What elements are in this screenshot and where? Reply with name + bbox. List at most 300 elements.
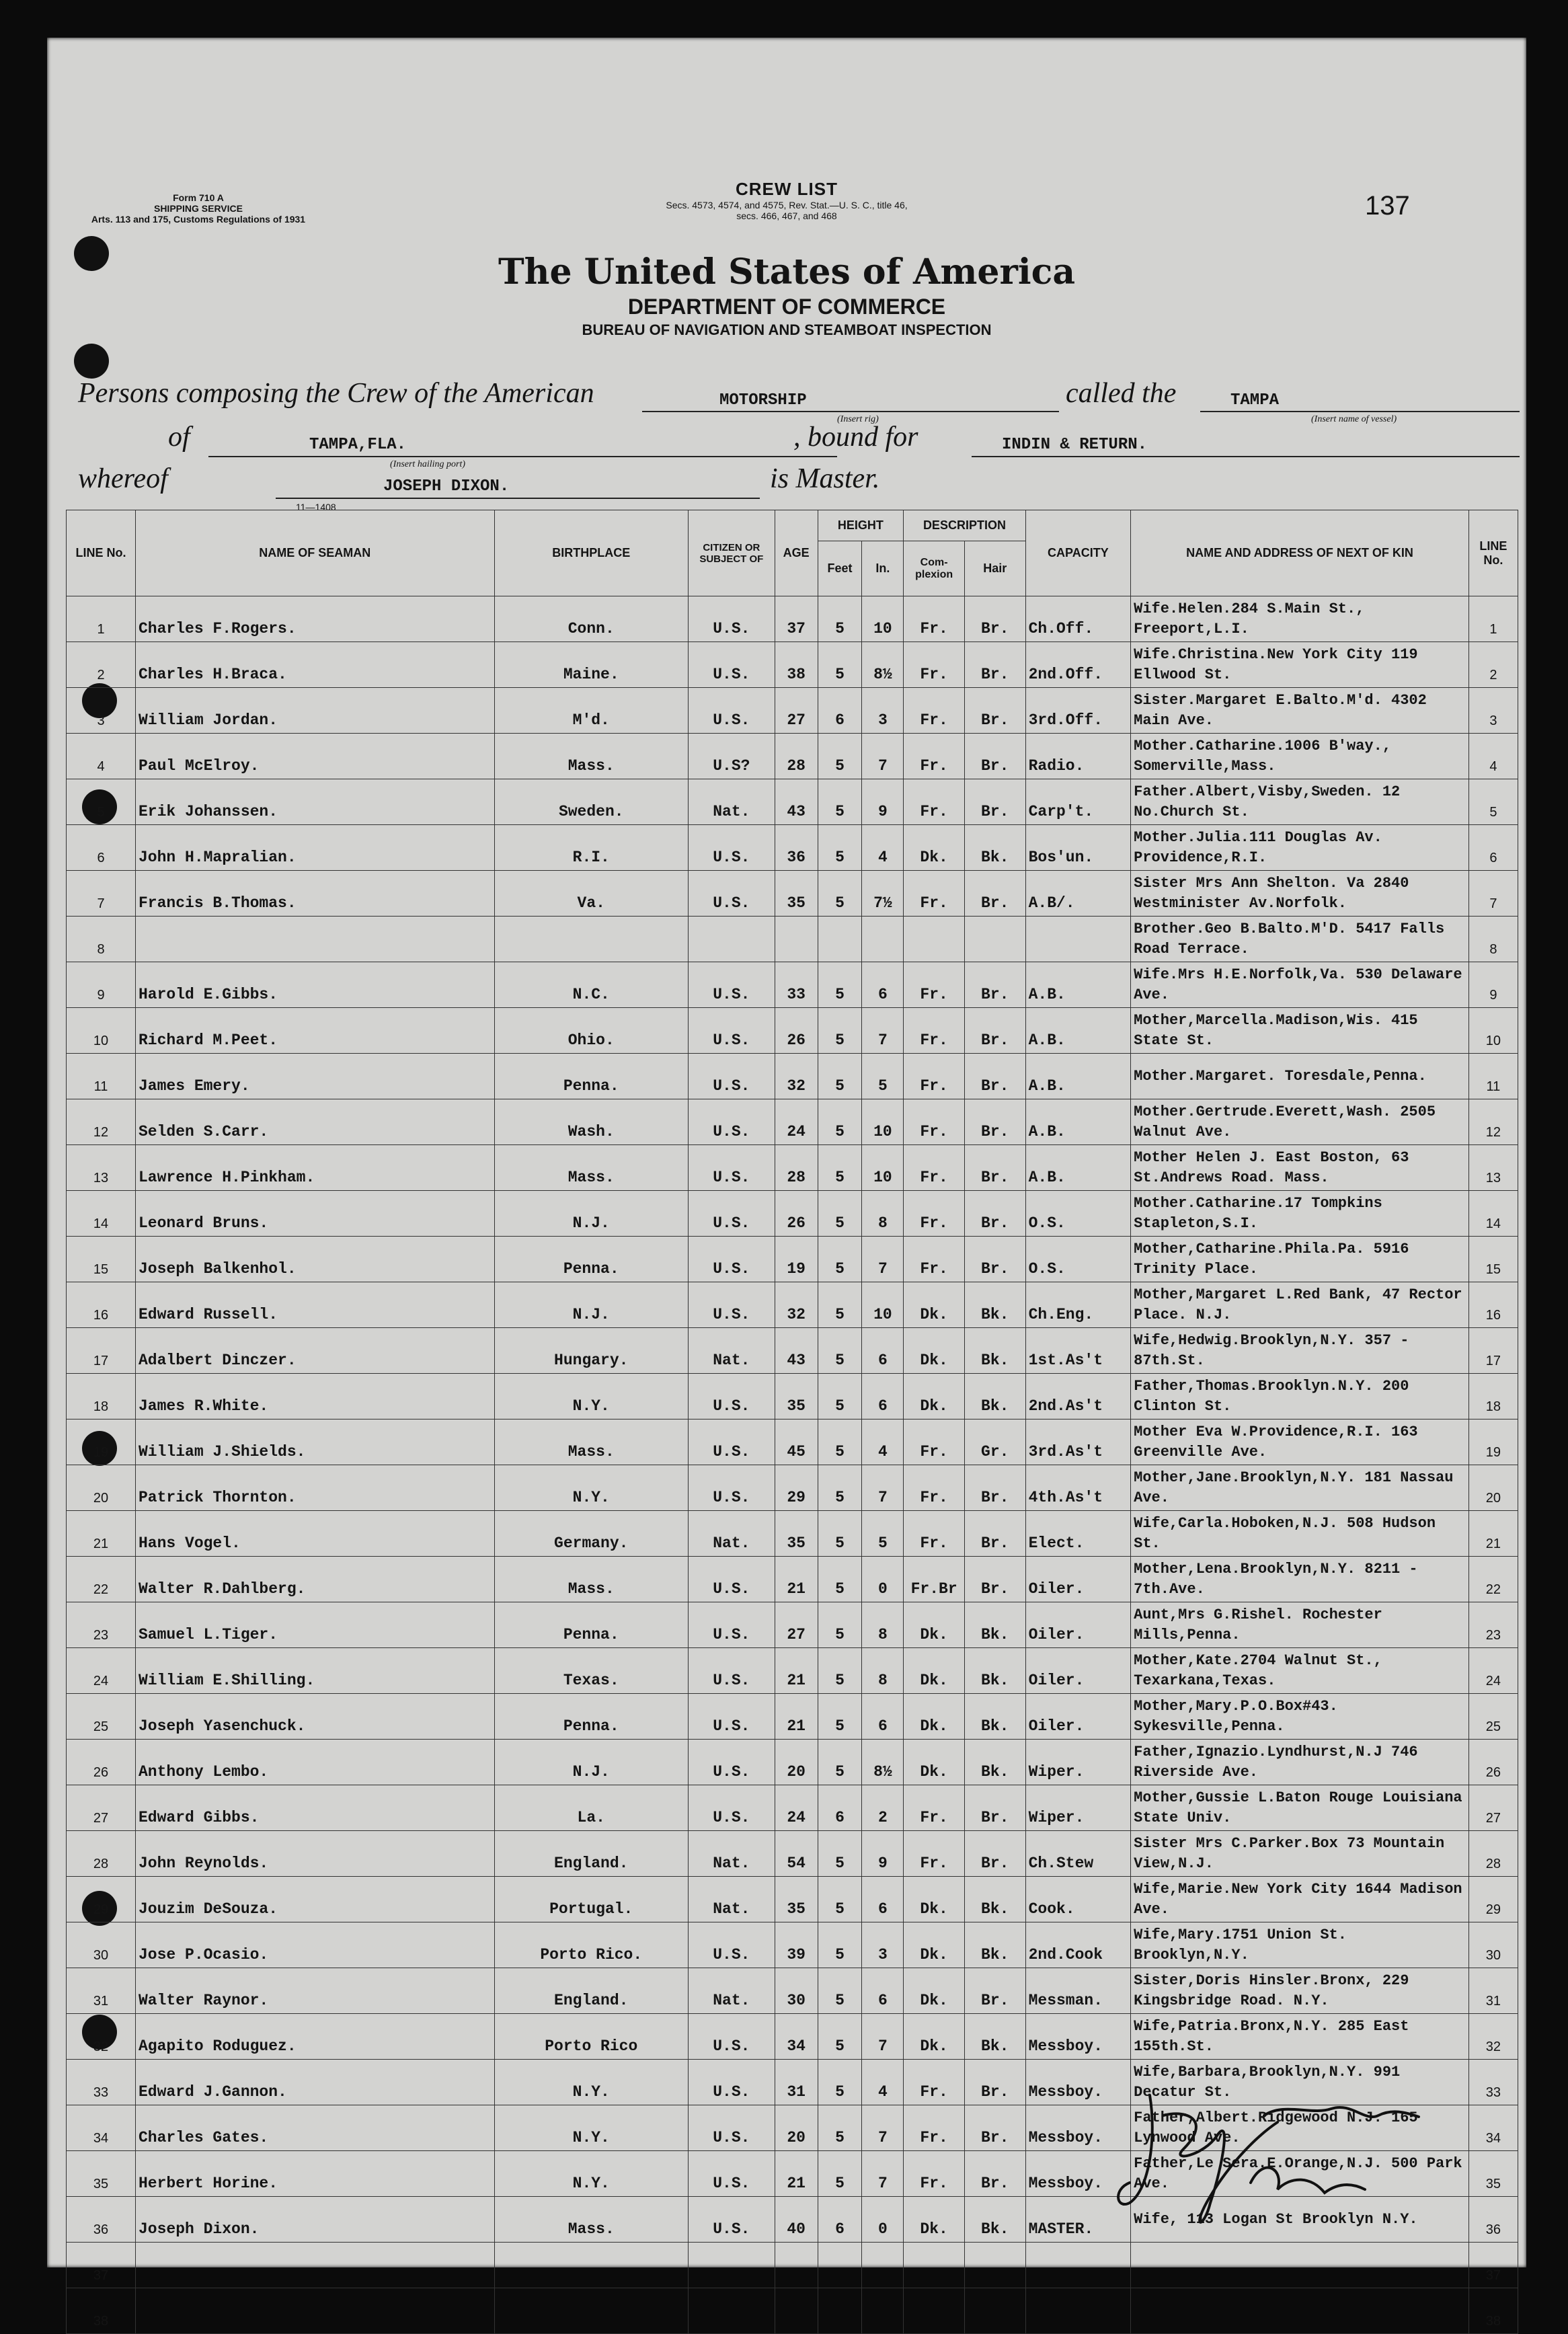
crew-line-number: 2 <box>67 642 136 688</box>
table-row <box>67 1740 1518 1785</box>
height-feet: 5 <box>818 871 862 917</box>
height-inches: 10 <box>862 1099 904 1145</box>
height-feet: 5 <box>818 1694 862 1740</box>
crew-line-number-right: 5 <box>1468 779 1518 825</box>
crew-line-number-right: 32 <box>1468 2014 1518 2060</box>
rig-value: MOTORSHIP <box>719 391 807 410</box>
crew-line-number: 1 <box>67 596 136 642</box>
complexion: Fr. <box>904 962 965 1008</box>
col-inches: In. <box>862 541 904 596</box>
citizenship: U.S. <box>688 1099 775 1145</box>
seaman-name: Patrick Thornton. <box>136 1465 495 1511</box>
table-row <box>67 1419 1518 1465</box>
height-inches: 6 <box>862 1374 904 1419</box>
crew-line-number-right: 2 <box>1468 642 1518 688</box>
hair: Br. <box>964 1831 1025 1877</box>
birthplace: Conn. <box>494 596 688 642</box>
port-value: TAMPA,FLA. <box>309 436 407 454</box>
next-of-kin: Wife,Carla.Hoboken,N.J. 508 Hudson St. <box>1131 1511 1469 1557</box>
age: 35 <box>775 1511 818 1557</box>
crew-line-number: 4 <box>67 734 136 779</box>
col-hair: Hair <box>964 541 1025 596</box>
seaman-name: William E.Shilling. <box>136 1648 495 1694</box>
height-inches: 7 <box>862 1008 904 1054</box>
master-signature <box>1109 2075 1486 2250</box>
table-row <box>67 734 1518 779</box>
hair: Bk. <box>964 2197 1025 2243</box>
height-feet: 5 <box>818 1877 862 1922</box>
next-of-kin: Sister Mrs Ann Shelton. Va 2840 Westminister Av.Norfolk. <box>1131 871 1469 917</box>
col-description: DESCRIPTION <box>904 510 1025 541</box>
birthplace: Sweden. <box>494 779 688 825</box>
complexion: Dk. <box>904 1922 965 1968</box>
capacity: Messboy. <box>1025 2060 1131 2105</box>
height-feet: 5 <box>818 734 862 779</box>
seaman-name <box>136 2288 495 2334</box>
hair: Gr. <box>964 1419 1025 1465</box>
seaman-name: Harold E.Gibbs. <box>136 962 495 1008</box>
next-of-kin: Mother,Catharine.Phila.Pa. 5916 Trinity Place. <box>1131 1237 1469 1282</box>
height-feet: 5 <box>818 1831 862 1877</box>
crew-line-number-right: 8 <box>1468 917 1518 962</box>
hair: Br. <box>964 642 1025 688</box>
crew-line-number: 33 <box>67 2060 136 2105</box>
next-of-kin: Brother.Geo B.Balto.M'D. 5417 Falls Road Terrace. <box>1131 917 1469 962</box>
height-inches: 6 <box>862 1328 904 1374</box>
print-code: 11—1408 <box>296 502 336 512</box>
capacity: A.B. <box>1025 962 1131 1008</box>
next-of-kin: Father.Albert,Visby,Sweden. 12 No.Church St. <box>1131 779 1469 825</box>
complexion: Fr.Br <box>904 1557 965 1602</box>
height-feet: 5 <box>818 596 862 642</box>
table-row <box>67 917 1518 962</box>
capacity: 2nd.Off. <box>1025 642 1131 688</box>
vessel-hint: (Insert name of vessel) <box>1311 414 1397 424</box>
hair: Br. <box>964 2151 1025 2197</box>
table-row <box>67 596 1518 642</box>
height-feet <box>818 2288 862 2334</box>
next-of-kin: Mother,Gussie L.Baton Rouge Louisiana State Univ. <box>1131 1785 1469 1831</box>
crew-line-number-right: 15 <box>1468 1237 1518 1282</box>
next-of-kin: Mother,Kate.2704 Walnut St., Texarkana,Texas. <box>1131 1648 1469 1694</box>
height-inches: 3 <box>862 688 904 734</box>
citizenship: U.S. <box>688 962 775 1008</box>
capacity: Bos'un. <box>1025 825 1131 871</box>
seaman-name <box>136 917 495 962</box>
seaman-name: Walter R.Dahlberg. <box>136 1557 495 1602</box>
crew-line-number-right: 26 <box>1468 1740 1518 1785</box>
height-inches <box>862 917 904 962</box>
bureau-heading: BUREAU OF NAVIGATION AND STEAMBOAT INSPECTION <box>582 321 992 338</box>
age: 38 <box>775 642 818 688</box>
next-of-kin: Father,Ignazio.Lyndhurst,N.J 746 Riverside Ave. <box>1131 1740 1469 1785</box>
citizenship: U.S. <box>688 688 775 734</box>
age: 27 <box>775 688 818 734</box>
port-hint: (Insert hailing port) <box>390 459 465 469</box>
complexion: Fr. <box>904 1054 965 1099</box>
age: 35 <box>775 1374 818 1419</box>
crew-table <box>66 510 1518 2334</box>
crew-line-number-right: 37 <box>1468 2243 1518 2288</box>
crew-list-title: CREW LIST <box>736 179 838 199</box>
crew-line-number: 24 <box>67 1648 136 1694</box>
capacity: Wiper. <box>1025 1785 1131 1831</box>
height-inches: 8½ <box>862 642 904 688</box>
citizenship: U.S. <box>688 2014 775 2060</box>
next-of-kin: Wife, 113 Logan St Brooklyn N.Y. <box>1131 2197 1469 2243</box>
height-feet: 5 <box>818 1511 862 1557</box>
page-number: 137 <box>1365 191 1410 221</box>
next-of-kin: Wife,Mary.1751 Union St. Brooklyn,N.Y. <box>1131 1922 1469 1968</box>
capacity: O.S. <box>1025 1237 1131 1282</box>
age: 32 <box>775 1282 818 1328</box>
complexion: Fr. <box>904 642 965 688</box>
crew-line-number: 6 <box>67 825 136 871</box>
capacity: MASTER. <box>1025 2197 1131 2243</box>
birthplace: Texas. <box>494 1648 688 1694</box>
seaman-name: Joseph Balkenhol. <box>136 1237 495 1282</box>
crew-line-number: 12 <box>67 1099 136 1145</box>
statutes-line-1: Secs. 4573, 4574, and 4575, Rev. Stat.—U. S. C., title 46, <box>666 200 908 210</box>
age: 39 <box>775 1922 818 1968</box>
crew-line-number-right: 21 <box>1468 1511 1518 1557</box>
birthplace: Portugal. <box>494 1877 688 1922</box>
citizenship: Nat. <box>688 1877 775 1922</box>
crew-line-number: 30 <box>67 1922 136 1968</box>
table-row <box>67 1282 1518 1328</box>
vessel-field <box>1200 411 1520 412</box>
header-line1-mid: called the <box>1066 378 1177 409</box>
birthplace: Mass. <box>494 2197 688 2243</box>
hair: Bk. <box>964 1374 1025 1419</box>
crew-line-number: 35 <box>67 2151 136 2197</box>
next-of-kin: Mother Helen J. East Boston, 63 St.Andrews Road. Mass. <box>1131 1145 1469 1191</box>
crew-line-number: 36 <box>67 2197 136 2243</box>
citizenship: U.S. <box>688 2060 775 2105</box>
crew-line-number-right: 9 <box>1468 962 1518 1008</box>
height-inches: 0 <box>862 1557 904 1602</box>
seaman-name: Agapito Roduguez. <box>136 2014 495 2060</box>
birthplace: Hungary. <box>494 1328 688 1374</box>
complexion: Dk. <box>904 2014 965 2060</box>
birthplace: Penna. <box>494 1054 688 1099</box>
height-inches: 6 <box>862 1877 904 1922</box>
crew-line-number: 26 <box>67 1740 136 1785</box>
hair: Br. <box>964 1191 1025 1237</box>
crew-line-number-right: 23 <box>1468 1602 1518 1648</box>
hair: Br. <box>964 1008 1025 1054</box>
crew-line-number: 20 <box>67 1465 136 1511</box>
table-row <box>67 1785 1518 1831</box>
birthplace: Mass. <box>494 734 688 779</box>
complexion: Fr. <box>904 2060 965 2105</box>
citizenship: U.S. <box>688 1465 775 1511</box>
col-name: NAME OF SEAMAN <box>136 510 495 596</box>
seaman-name: Joseph Dixon. <box>136 2197 495 2243</box>
complexion: Fr. <box>904 1237 965 1282</box>
crew-line-number-right: 33 <box>1468 2060 1518 2105</box>
crew-line-number-right: 20 <box>1468 1465 1518 1511</box>
complexion: Fr. <box>904 1191 965 1237</box>
capacity: A.B. <box>1025 1008 1131 1054</box>
birthplace: England. <box>494 1968 688 2014</box>
age: 34 <box>775 2014 818 2060</box>
table-row <box>67 1557 1518 1602</box>
complexion: Dk. <box>904 1374 965 1419</box>
hair <box>964 917 1025 962</box>
crew-line-number: 13 <box>67 1145 136 1191</box>
height-feet: 5 <box>818 1557 862 1602</box>
height-feet: 6 <box>818 1785 862 1831</box>
complexion: Fr. <box>904 2105 965 2151</box>
complexion: Fr. <box>904 2151 965 2197</box>
capacity: Elect. <box>1025 1511 1131 1557</box>
seaman-name: John Reynolds. <box>136 1831 495 1877</box>
crew-line-number: 17 <box>67 1328 136 1374</box>
complexion: Dk. <box>904 1328 965 1374</box>
table-row <box>67 962 1518 1008</box>
height-feet <box>818 917 862 962</box>
age: 20 <box>775 1740 818 1785</box>
crew-line-number-right: 14 <box>1468 1191 1518 1237</box>
form-service: SHIPPING SERVICE <box>153 203 243 214</box>
hair: Br. <box>964 1968 1025 2014</box>
complexion: Fr. <box>904 779 965 825</box>
birthplace: N.J. <box>494 1282 688 1328</box>
hair: Br. <box>964 1237 1025 1282</box>
seaman-name: John H.Mapralian. <box>136 825 495 871</box>
age: 33 <box>775 962 818 1008</box>
height-feet: 5 <box>818 642 862 688</box>
capacity: Messboy. <box>1025 2151 1131 2197</box>
crew-line-number: 23 <box>67 1602 136 1648</box>
hair: Br. <box>964 1099 1025 1145</box>
age: 31 <box>775 2060 818 2105</box>
crew-line-number-right: 13 <box>1468 1145 1518 1191</box>
height-feet: 5 <box>818 1282 862 1328</box>
crew-line-number-right: 11 <box>1468 1054 1518 1099</box>
seaman-name: William Jordan. <box>136 688 495 734</box>
table-row <box>67 779 1518 825</box>
seaman-name <box>136 2243 495 2288</box>
hair: Br. <box>964 596 1025 642</box>
next-of-kin: Mother,Marcella.Madison,Wis. 415 State St. <box>1131 1008 1469 1054</box>
crew-line-number: 3 <box>67 688 136 734</box>
next-of-kin <box>1131 2288 1469 2334</box>
seaman-name: Adalbert Dinczer. <box>136 1328 495 1374</box>
next-of-kin: Mother.Margaret. Toresdale,Penna. <box>1131 1054 1469 1099</box>
hair: Bk. <box>964 1648 1025 1694</box>
birthplace: Penna. <box>494 1694 688 1740</box>
age <box>775 917 818 962</box>
crew-line-number: 21 <box>67 1511 136 1557</box>
age: 37 <box>775 596 818 642</box>
height-feet: 6 <box>818 2197 862 2243</box>
seaman-name: Paul McElroy. <box>136 734 495 779</box>
capacity: 3rd.Off. <box>1025 688 1131 734</box>
seaman-name: Joseph Yasenchuck. <box>136 1694 495 1740</box>
height-inches: 7 <box>862 2151 904 2197</box>
age: 26 <box>775 1191 818 1237</box>
complexion: Fr. <box>904 871 965 917</box>
citizenship: U.S. <box>688 1740 775 1785</box>
citizenship: U.S. <box>688 1191 775 1237</box>
citizenship: Nat. <box>688 779 775 825</box>
citizenship: U.S. <box>688 2197 775 2243</box>
citizenship: U.S. <box>688 2151 775 2197</box>
capacity: Cook. <box>1025 1877 1131 1922</box>
age: 30 <box>775 1968 818 2014</box>
rig-hint: (Insert rig) <box>837 414 879 424</box>
height-inches: 8 <box>862 1602 904 1648</box>
capacity: A.B/. <box>1025 871 1131 917</box>
capacity: 3rd.As't <box>1025 1419 1131 1465</box>
destination-value: INDIN & RETURN. <box>1002 436 1148 454</box>
table-row <box>67 642 1518 688</box>
crew-line-number: 9 <box>67 962 136 1008</box>
height-feet: 5 <box>818 1968 862 2014</box>
capacity: Ch.Off. <box>1025 596 1131 642</box>
col-line-no-right: LINE No. <box>1468 510 1518 596</box>
height-feet: 5 <box>818 779 862 825</box>
crew-line-number-right: 34 <box>1468 2105 1518 2151</box>
capacity: O.S. <box>1025 1191 1131 1237</box>
seaman-name: Edward Gibbs. <box>136 1785 495 1831</box>
hair: Br. <box>964 1145 1025 1191</box>
master-value: JOSEPH DIXON. <box>383 477 510 496</box>
col-capacity: CAPACITY <box>1025 510 1131 596</box>
capacity: 2nd.As't <box>1025 1374 1131 1419</box>
hair: Bk. <box>964 2014 1025 2060</box>
age: 36 <box>775 825 818 871</box>
citizenship: U.S. <box>688 1145 775 1191</box>
height-feet: 5 <box>818 1465 862 1511</box>
crew-line-number: 29 <box>67 1877 136 1922</box>
height-inches: 9 <box>862 1831 904 1877</box>
height-feet: 5 <box>818 825 862 871</box>
complexion: Dk. <box>904 825 965 871</box>
crew-line-number-right: 28 <box>1468 1831 1518 1877</box>
complexion: Dk. <box>904 1648 965 1694</box>
citizenship: U.S. <box>688 1785 775 1831</box>
crew-line-number: 18 <box>67 1374 136 1419</box>
header-line1-prefix: Persons composing the Crew of the American <box>78 378 594 409</box>
age: 32 <box>775 1054 818 1099</box>
crew-line-number-right: 27 <box>1468 1785 1518 1831</box>
height-inches: 3 <box>862 1922 904 1968</box>
crew-line-number: 14 <box>67 1191 136 1237</box>
birthplace: M'd. <box>494 688 688 734</box>
complexion <box>904 2243 965 2288</box>
complexion: Fr. <box>904 734 965 779</box>
header-line3-prefix: whereof <box>78 463 168 494</box>
crew-line-number: 34 <box>67 2105 136 2151</box>
citizenship: U.S. <box>688 1557 775 1602</box>
capacity: Messboy. <box>1025 2105 1131 2151</box>
age: 28 <box>775 734 818 779</box>
birthplace: Penna. <box>494 1237 688 1282</box>
crew-line-number: 38 <box>67 2288 136 2334</box>
form-articles: Arts. 113 and 175, Customs Regulations of 1931 <box>91 214 306 225</box>
col-birthplace: BIRTHPLACE <box>494 510 688 596</box>
seaman-name: Hans Vogel. <box>136 1511 495 1557</box>
hair: Bk. <box>964 1877 1025 1922</box>
height-feet <box>818 2243 862 2288</box>
table-row <box>67 1465 1518 1511</box>
capacity: Wiper. <box>1025 1740 1131 1785</box>
title-block <box>572 179 1002 221</box>
height-feet: 5 <box>818 1648 862 1694</box>
capacity: Oiler. <box>1025 1694 1131 1740</box>
citizenship: U.S. <box>688 1374 775 1419</box>
height-inches <box>862 2243 904 2288</box>
crew-line-number-right: 36 <box>1468 2197 1518 2243</box>
height-feet: 5 <box>818 2151 862 2197</box>
table-row <box>67 1602 1518 1648</box>
citizenship: U.S. <box>688 1922 775 1968</box>
master-field <box>276 498 760 499</box>
col-age: AGE <box>775 510 818 596</box>
height-inches: 4 <box>862 1419 904 1465</box>
vessel-value: TAMPA <box>1230 391 1280 410</box>
birthplace: Mass. <box>494 1145 688 1191</box>
height-inches: 8 <box>862 1191 904 1237</box>
crew-line-number: 19 <box>67 1419 136 1465</box>
capacity: Carp't. <box>1025 779 1131 825</box>
crew-line-number: 8 <box>67 917 136 962</box>
age: 26 <box>775 1008 818 1054</box>
next-of-kin: Wife,Marie.New York City 1644 Madison Ave. <box>1131 1877 1469 1922</box>
next-of-kin: Wife,Hedwig.Brooklyn,N.Y. 357 - 87th.St. <box>1131 1328 1469 1374</box>
age <box>775 2243 818 2288</box>
birthplace: Wash. <box>494 1099 688 1145</box>
rig-field <box>642 411 1059 412</box>
capacity: Oiler. <box>1025 1557 1131 1602</box>
seaman-name: Charles F.Rogers. <box>136 596 495 642</box>
header-line2-mid: , bound for <box>793 422 918 453</box>
height-feet: 5 <box>818 1145 862 1191</box>
next-of-kin: Wife,Patria.Bronx,N.Y. 285 East 155th.St. <box>1131 2014 1469 2060</box>
crew-line-number-right: 35 <box>1468 2151 1518 2197</box>
complexion: Fr. <box>904 1419 965 1465</box>
citizenship <box>688 2243 775 2288</box>
crew-line-number: 10 <box>67 1008 136 1054</box>
birthplace <box>494 2243 688 2288</box>
port-field <box>208 456 837 457</box>
seaman-name: Jouzim DeSouza. <box>136 1877 495 1922</box>
height-inches: 10 <box>862 1282 904 1328</box>
table-row <box>67 2014 1518 2060</box>
punch-hole <box>74 344 109 379</box>
table-row <box>67 2288 1518 2334</box>
age: 35 <box>775 871 818 917</box>
statutes-line-2: secs. 466, 467, and 468 <box>736 210 837 221</box>
next-of-kin: Father,Le Sera.E.Orange,N.J. 500 Park Ave. <box>1131 2151 1469 2197</box>
crew-line-number-right: 25 <box>1468 1694 1518 1740</box>
capacity: Ch.Eng. <box>1025 1282 1131 1328</box>
seaman-name: Charles H.Braca. <box>136 642 495 688</box>
crew-line-number-right: 29 <box>1468 1877 1518 1922</box>
hair: Br. <box>964 1557 1025 1602</box>
hair: Br. <box>964 1054 1025 1099</box>
complexion: Dk. <box>904 1694 965 1740</box>
seaman-name: Anthony Lembo. <box>136 1740 495 1785</box>
height-inches: 10 <box>862 596 904 642</box>
seaman-name: Edward Russell. <box>136 1282 495 1328</box>
birthplace: N.Y. <box>494 1374 688 1419</box>
complexion: Dk. <box>904 1602 965 1648</box>
col-complexion: Com- plexion <box>904 541 965 596</box>
